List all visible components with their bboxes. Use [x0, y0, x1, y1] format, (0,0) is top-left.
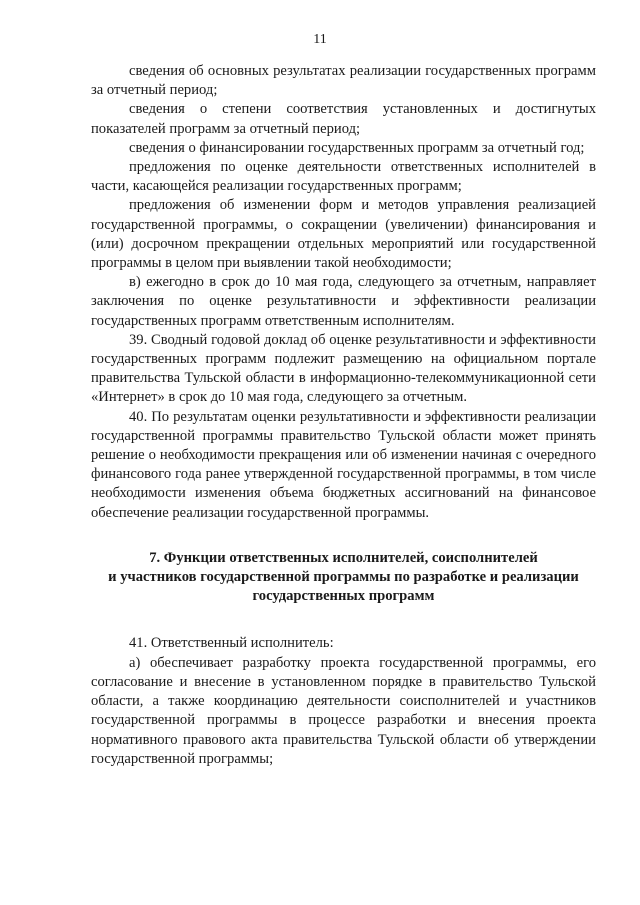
paragraph-item-v: в) ежегодно в срок до 10 мая года, следующего за отчетным, направляет заключения по оценке результативности и эффективности реализации государственных программ ответственным исполнителям. — [91, 274, 596, 329]
page-number: 11 — [313, 32, 327, 47]
paragraph-financing-info: сведения о финансировании государственных программ за отчетный год; — [129, 139, 585, 156]
paragraph-item-39: 39. Сводный годовой доклад об оценке результативности и эффективности государственных программ подлежит размещению на официальном портале правительства Тульской области в информационно-телекоммуникационной сети «Интернет» в срок до 10 мая года, следующего за отчетным. — [91, 331, 596, 406]
section-heading-line-1: 7. Функции ответственных исполнителей, соисполнителей — [149, 549, 538, 566]
paragraph-results-info: сведения об основных результатах реализации государственных программ за отчетный период; — [91, 63, 596, 99]
paragraph-management-proposals: предложения об изменении форм и методов управления реализацией государственной программы, о сокращении (увеличении) финансирования и (или) досрочном прекращении отдельных мероприятий или государственной программы в целом при выявлении такой необходимости; — [91, 197, 596, 272]
paragraph-indicators-info: сведения о степени соответствия установленных и достигнутых показателей программ за отчетный период; — [91, 101, 596, 137]
section-heading-line-2: и участников государственной программы по разработке и реализации — [108, 569, 579, 586]
section-heading-line-3: государственных программ — [252, 588, 435, 605]
section-heading — [91, 549, 596, 607]
paragraph-evaluation-proposals: предложения по оценке деятельности ответственных исполнителей в части, касающейся реализации государственных программ; — [91, 159, 596, 195]
paragraph-item-41: 41. Ответственный исполнитель: — [129, 635, 334, 652]
paragraph-item-40: 40. По результатам оценки результативности и эффективности реализации государственной программы правительство Тульской области может принять решение о необходимости прекращения или об изменении начиная с очередного финансового года ранее утвержденной государственной программы, в том числе необходимости изменения объема бюджетных ассигнований на финансовое обеспечение реализации государственной программы. — [91, 408, 596, 521]
paragraph-item-a: а) обеспечивает разработку проекта государственной программы, его согласование и внесение в установленном порядке в правительство Тульской области, а также координацию деятельности соисполнителей и участников государственной программы в процессе разработки и внесения проекта нормативного правового акта правительства Тульской области об утверждении государственной программы; — [91, 654, 596, 767]
document-body — [91, 62, 596, 769]
